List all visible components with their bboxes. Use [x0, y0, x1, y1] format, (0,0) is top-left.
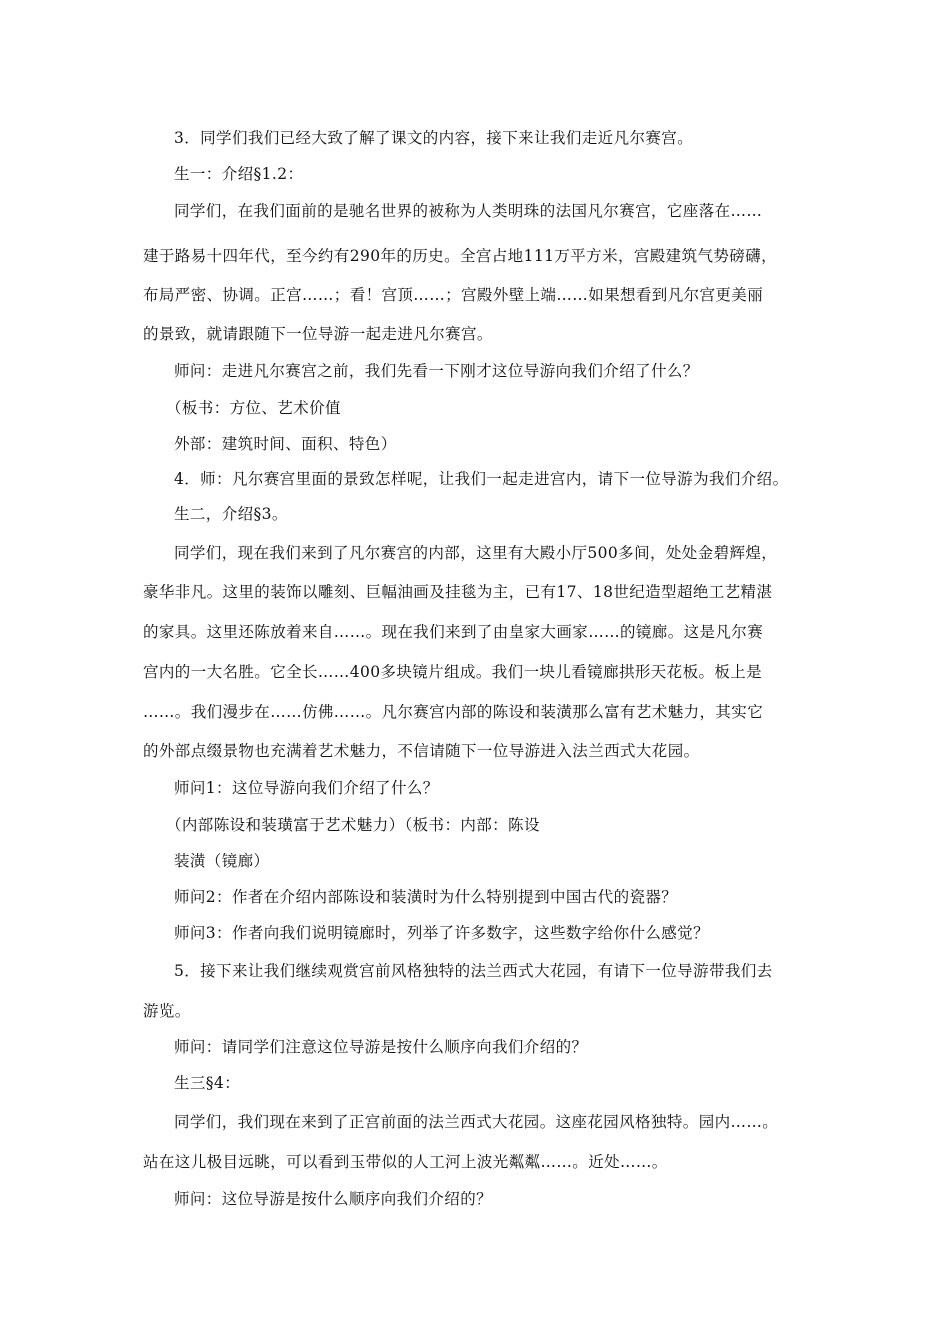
paragraph-line: （内部陈设和装璜富于艺术魅力）（板书：内部：陈设: [166, 816, 540, 834]
paragraph-line: 师问1：这位导游向我们介绍了什么？: [174, 779, 439, 797]
paragraph-line: 游览。: [143, 1002, 191, 1020]
paragraph-line: 师问：请同学们注意这位导游是按什么顺序向我们介绍的？: [174, 1038, 588, 1056]
paragraph-line: 生二，介绍§3。: [174, 505, 288, 523]
paragraph-line: 师问3：作者向我们说明镜廊时，列举了许多数字，这些数字给你什么感觉？: [174, 924, 709, 942]
paragraph-line: 豪华非凡。这里的装饰以雕刻、巨幅油画及挂毯为主，已有17、18世纪造型超绝工艺精湛: [143, 583, 773, 601]
paragraph-line: 的景致，就请跟随下一位导游一起走进凡尔赛宫。: [143, 325, 493, 343]
paragraph-line: 3．同学们我们已经大致了解了课文的内容，接下来让我们走近凡尔赛宫。: [174, 129, 694, 147]
paragraph-line: 布局严密、协调。正宫……；看！宫顶……；宫殿外壁上端……如果想看到凡尔宫更美丽: [143, 286, 764, 304]
paragraph-line: 生一：介绍§1.2：: [174, 165, 304, 183]
paragraph-line: 师问2：作者在介绍内部陈设和装潢时为什么特别提到中国古代的瓷器？: [174, 888, 678, 906]
paragraph-line: 师问：这位导游是按什么顺序向我们介绍的？: [174, 1190, 493, 1208]
paragraph-line: 的家具。这里还陈放着来自……。现在我们来到了由皇家大画家……的镜廊。这是凡尔赛: [143, 623, 764, 641]
paragraph-line: 同学们，我们现在来到了正宫前面的法兰西式大花园。这座花园风格独特。园内……。: [174, 1113, 779, 1131]
paragraph-line: 5．接下来让我们继续观赏宫前风格独特的法兰西式大花园，有请下一位导游带我们去: [174, 962, 773, 980]
paragraph-line: 宫内的一大名胜。它全长……400多块镜片组成。我们一块儿看镜廊拱形天花板。板上是: [143, 663, 763, 681]
paragraph-line: 建于路易十四年代，至今约有290年的历史。全宫占地111万平方米，宫殿建筑气势磅礴，: [143, 247, 777, 265]
paragraph-line: （板书：方位、艺术价值: [166, 399, 341, 417]
paragraph-line: ……。我们漫步在……仿佛……。凡尔赛宫内部的陈设和装潢那么富有艺术魅力，其实它: [143, 703, 764, 721]
paragraph-line: 装潢（镜廊）: [174, 852, 270, 870]
paragraph-line: 外部：建筑时间、面积、特色）: [174, 435, 397, 453]
paragraph-line: 同学们，在我们面前的是驰名世界的被称为人类明珠的法国凡尔赛宫，它座落在……: [174, 202, 763, 220]
paragraph-line: 生三§4：: [174, 1074, 241, 1092]
paragraph-line: 站在这儿极目远眺，可以看到玉带似的人工河上波光粼粼……。近处……。: [143, 1153, 668, 1171]
paragraph-line: 4．师：凡尔赛宫里面的景致怎样呢，让我们一起走进宫内，请下一位导游为我们介绍。: [174, 470, 789, 488]
paragraph-line: 的外部点缀景物也充满着艺术魅力，不信请随下一位导游进入法兰西式大花园。: [143, 742, 700, 760]
paragraph-line: 同学们，现在我们来到了凡尔赛宫的内部，这里有大殿小厅500多间，处处金碧辉煌，: [174, 544, 778, 562]
paragraph-line: 师问：走进凡尔赛宫之前，我们先看一下刚才这位导游向我们介绍了什么？: [174, 362, 699, 380]
